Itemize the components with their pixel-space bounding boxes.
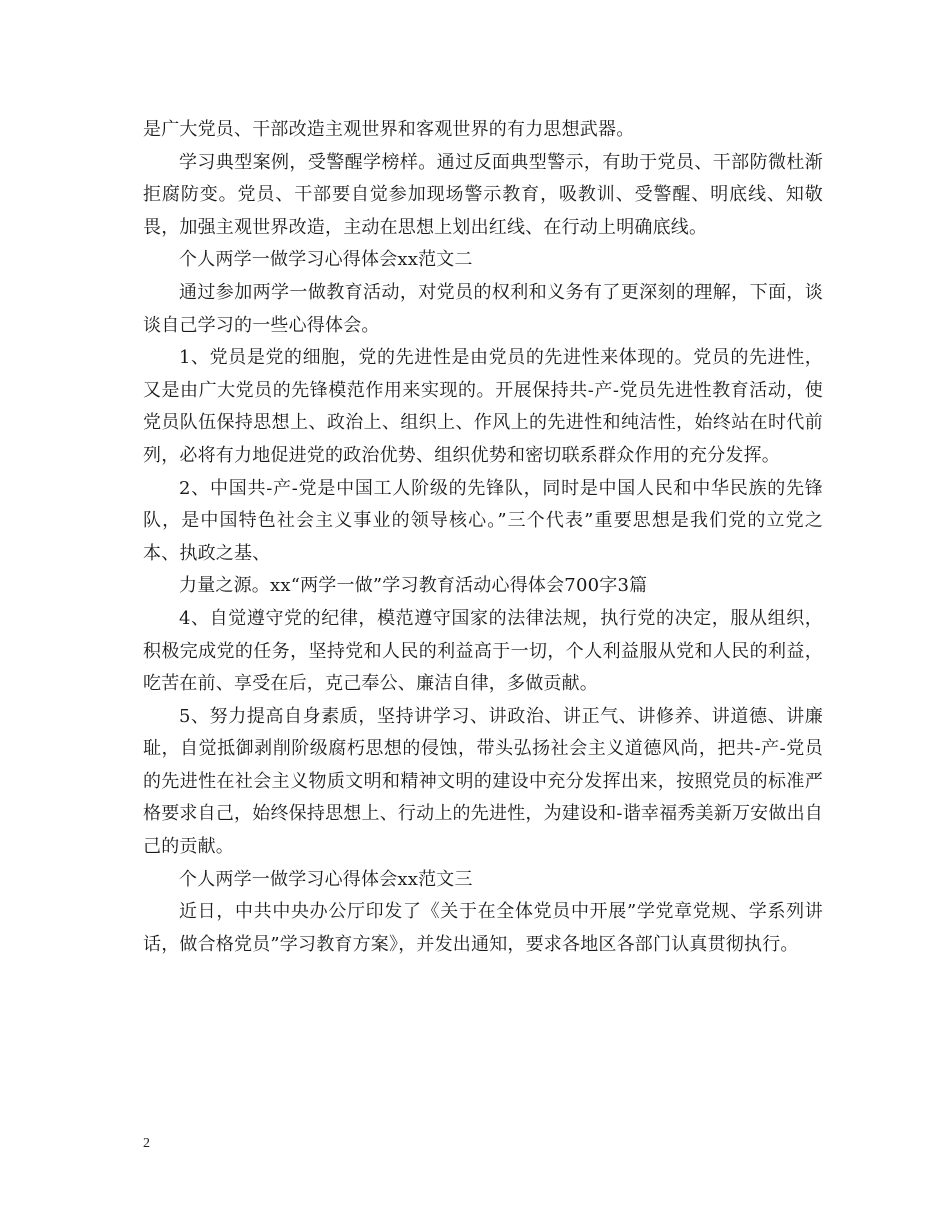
paragraph-point-2: 2、中国共-产-党是中国工人阶级的先锋队，同时是中国人民和中华民族的先锋队，是中国特色社会主义事业的领导核心。”三个代表”重要思想是我们党的立党之本、执政之基、 (143, 477, 823, 564)
paragraph-point-5: 5、努力提高自身素质，坚持讲学习、讲政治、讲正气、讲修养、讲道德、讲廉耻，自觉抵御剥削阶级腐朽思想的侵蚀，带头弘扬社会主义道德风尚，把共-产-党员的先进性在社会主义物质文明和精神文明的建设中充分发挥出来，按照党员的标准严格要求自己，始终保持思想上、行动上的先进性，为建设和-谐幸福秀美新万安做出自己的贡献。 (143, 705, 823, 858)
paragraph-intro: 通过参加两学一做教育活动，对党员的权利和义务有了更深刻的理解，下面，谈谈自己学习的一些心得体会。 (143, 281, 823, 336)
paragraph-continuation: 是广大党员、干部改造主观世界和客观世界的有力思想武器。 (143, 119, 635, 140)
paragraph-source-of-strength: 力量之源。xx“两学一做”学习教育活动心得体会700字3篇 (179, 575, 648, 597)
paragraph-recent-notice: 近日，中共中央办公厅印发了《关于在全体党员中开展”学党章党规、学系列讲话，做合格党员”学习教育方案》，并发出通知，要求各地区各部门认真贯彻执行。 (143, 901, 823, 955)
document-body (143, 114, 823, 961)
page-number: 2 (143, 1136, 150, 1151)
section-heading-sample-two: 个人两学一做学习心得体会xx范文二 (179, 249, 473, 271)
section-heading-sample-three: 个人两学一做学习心得体会xx范文三 (179, 868, 473, 890)
paragraph-typical-cases: 学习典型案例，受警醒学榜样。通过反面典型警示，有助于党员、干部防微杜渐拒腐防变。党员、干部要自觉参加现场警示教育，吸教训、受警醒、明底线、知敬畏，加强主观世界改造，主动在思想上划出红线、在行动上明确底线。 (143, 151, 823, 238)
paragraph-point-1: 1、党员是党的细胞，党的先进性是由党员的先进性来体现的。党员的先进性，又是由广大党员的先锋模范作用来实现的。开展保持共-产-党员先进性教育活动，使党员队伍保持思想上、政治上、组织上、作风上的先进性和纯洁性，始终站在时代前列，必将有力地促进党的政治优势、组织优势和密切联系群众作用的充分发挥。 (143, 347, 823, 466)
paragraph-point-4: 4、自觉遵守党的纪律，模范遵守国家的法律法规，执行党的决定，服从组织，积极完成党的任务，坚持党和人民的利益高于一切，个人利益服从党和人民的利益，吃苦在前、享受在后，克己奉公、廉洁自律，多做贡献。 (143, 607, 823, 695)
